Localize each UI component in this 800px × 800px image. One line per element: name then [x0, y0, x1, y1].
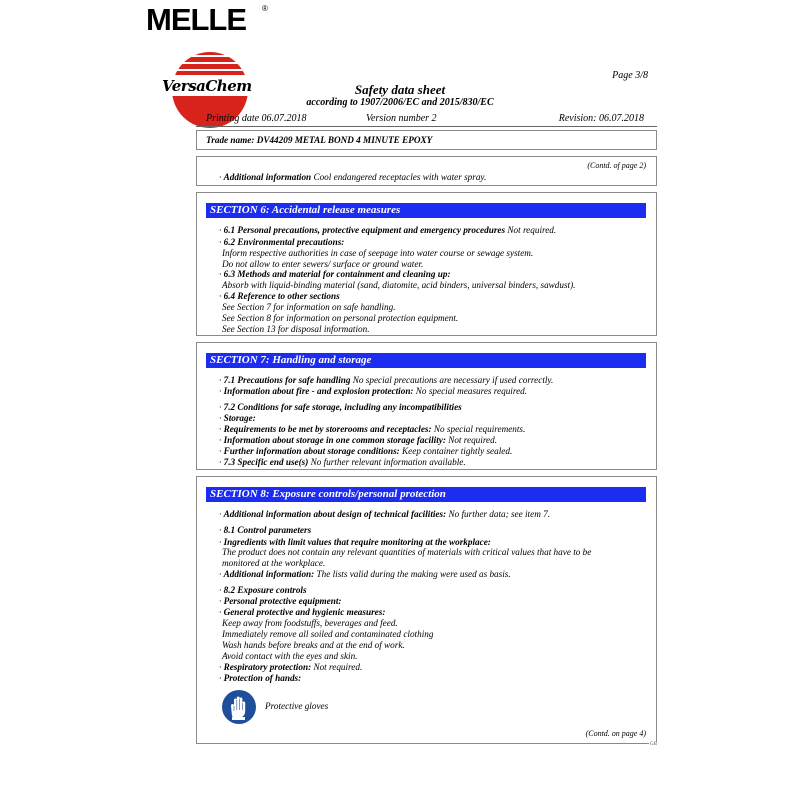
section6-line-text: Absorb with liquid-binding material (sand, diatomite, acid binders, universal binders, sawdust).: [222, 280, 576, 290]
section8-line-text: No further data; see item 7.: [446, 509, 551, 519]
section8-line: · 8.1 Control parameters: [219, 525, 312, 535]
contd-on-page: (Contd. on page 4): [585, 729, 646, 738]
section8-line: [222, 640, 405, 651]
trade-name-value: DV44209 METAL BOND 4 MINUTE EPOXY: [256, 135, 433, 145]
section7-line-label: Information about fire - and explosion protection:: [223, 386, 414, 396]
section-8-title: SECTION 8: Exposure controls/personal protection: [206, 487, 646, 502]
section8-line-label: Protection of hands:: [223, 673, 302, 683]
section8-line-text: Wash hands before breaks and at the end of work.: [222, 640, 405, 650]
section7-line-text: Keep container tightly sealed.: [399, 446, 513, 456]
section8-line-text: The lists valid during the making were used as basis.: [314, 569, 511, 579]
section-8: [196, 476, 657, 747]
section6-line: [222, 248, 533, 259]
section7-line-label: Information about storage in one common storage facility:: [223, 435, 446, 445]
section8-line: · Additional information: The lists valid during the making were used as basis.: [219, 569, 511, 579]
versachem-logo-text: VersaChem: [162, 77, 252, 95]
section-6: [196, 192, 657, 336]
section6-line-text: Do not allow to enter sewers/ surface or ground water.: [222, 259, 424, 269]
header-divider: [196, 126, 657, 127]
section8-line-label: 8.2 Exposure controls: [223, 585, 307, 595]
registered-mark: ®: [262, 4, 268, 13]
section7-line: · 7.3 Specific end use(s) No further relevant information available.: [219, 457, 466, 467]
section8-line-text: Avoid contact with the eyes and skin.: [222, 651, 358, 661]
section8-line-text: Immediately remove all soiled and contaminated clothing: [222, 629, 434, 639]
section6-line: · 6.2 Environmental precautions:: [219, 237, 345, 247]
section7-line-text: No further relevant information available.: [308, 457, 466, 467]
section7-line-text: No special requirements.: [431, 424, 526, 434]
section8-line: [222, 558, 325, 569]
section7-line: · Requirements to be met by storerooms and receptacles: No special requirements.: [219, 424, 526, 434]
section8-line: · Protection of hands:: [219, 673, 302, 683]
melle-logo: [146, 2, 276, 41]
section7-line-label: 7.2 Conditions for safe storage, including any incompatibilities: [223, 402, 462, 412]
contd-from-page: (Contd. of page 2): [587, 161, 646, 170]
section8-line: · Personal protective equipment:: [219, 596, 342, 606]
additional-information-line: · Additional information Cool endangered receptacles with water spray.: [219, 172, 487, 182]
section8-line-label: General protective and hygienic measures:: [223, 607, 386, 617]
section6-line-text: See Section 13 for disposal information.: [222, 324, 370, 334]
section8-line-label: 8.1 Control parameters: [223, 525, 312, 535]
section8-line-text: Not required.: [311, 662, 363, 672]
section8-line: [222, 651, 357, 662]
section7-line-text: No special measures required.: [413, 386, 528, 396]
section6-line: · 6.3 Methods and material for containment and cleaning up:: [219, 269, 451, 279]
section7-line-text: No special precautions are necessary if used correctly.: [350, 375, 554, 385]
section7-line-text: Not required.: [445, 435, 498, 445]
protective-gloves-icon: [221, 689, 257, 725]
section6-line-text: See Section 8 for information on personal protection equipment.: [222, 313, 459, 323]
section6-line-text: See Section 7 for information on safe handling.: [222, 302, 396, 312]
section8-line-label: Additional information:: [223, 569, 315, 579]
document-title: Safety data sheet: [354, 82, 446, 97]
section8-line-text: The product does not contain any relevant quantities of materials with critical values that have to be: [222, 547, 592, 557]
protective-gloves-pictogram: [221, 689, 257, 730]
protective-gloves-label: Protective gloves: [265, 701, 329, 711]
section8-line: · General protective and hygienic measures:: [219, 607, 386, 617]
section8-line-label: Additional information about design of technical facilities:: [223, 509, 447, 519]
section7-line: · Information about storage in one common storage facility: Not required.: [219, 435, 498, 445]
section-7: [196, 342, 657, 470]
continued-box: [196, 156, 657, 186]
section-7-title: SECTION 7: Handling and storage: [206, 353, 646, 368]
document-subtitle: according to 1907/2006/EC and 2015/830/EC: [306, 97, 494, 108]
section8-line-label: Ingredients with limit values that require monitoring at the workplace:: [223, 537, 491, 547]
additional-information-text: Cool endangered receptacles with water spray.: [311, 172, 487, 182]
section7-line-label: Requirements to be met by storerooms and receptacles:: [223, 424, 432, 434]
trade-name: [206, 135, 432, 146]
section8-line: [222, 629, 433, 640]
additional-information-label: Additional information: [223, 172, 312, 182]
section7-line: · 7.1 Precautions for safe handling No special precautions are necessary if used correctly.: [219, 375, 554, 385]
section6-line: · 6.4 Reference to other sections: [219, 291, 340, 301]
section8-line: · Ingredients with limit values that require monitoring at the workplace:: [219, 537, 491, 547]
section6-line: [222, 324, 370, 335]
section6-line-label: 6.1 Personal precautions, protective equipment and emergency procedures: [223, 225, 506, 235]
printing-date: Printing date 06.07.2018: [206, 113, 307, 124]
section7-line-label: 7.3 Specific end use(s): [223, 457, 309, 467]
section7-line-label: 7.1 Precautions for safe handling: [223, 375, 351, 385]
section8-line-text: monitored at the workplace.: [222, 558, 326, 568]
section8-line: [222, 618, 398, 629]
section8-line: · Respiratory protection: Not required.: [219, 662, 363, 672]
section6-line: [222, 280, 575, 291]
section7-line-label: Storage:: [223, 413, 256, 423]
section7-line-label: Further information about storage conditions:: [223, 446, 400, 456]
section7-line: · Storage:: [219, 413, 256, 423]
section6-line: [222, 313, 458, 324]
section6-line-text: Not required.: [505, 225, 557, 235]
section8-line-text: Keep away from foodstuffs, beverages and feed.: [222, 618, 398, 628]
section7-line: · 7.2 Conditions for safe storage, including any incompatibilities: [219, 402, 462, 412]
section8-line-label: Personal protective equipment:: [223, 596, 342, 606]
trade-name-label: Trade name:: [206, 135, 255, 145]
section-6-title: SECTION 6: Accidental release measures: [206, 203, 646, 218]
revision-date: Revision: 06.07.2018: [558, 113, 644, 124]
section8-line: · Additional information about design of technical facilities: No further data; see item 7.: [219, 509, 551, 519]
version-number: Version number 2: [366, 113, 437, 124]
section8-line: · 8.2 Exposure controls: [219, 585, 307, 595]
section7-line: · Further information about storage conditions: Keep container tightly sealed.: [219, 446, 513, 456]
section8-line-label: Respiratory protection:: [223, 662, 312, 672]
footer-code: GB: [650, 742, 657, 747]
section6-line-label: 6.3 Methods and material for containment and cleaning up:: [223, 269, 451, 279]
trade-name-box: [196, 130, 657, 150]
section8-line: [222, 547, 591, 558]
section6-line-label: 6.2 Environmental precautions:: [223, 237, 345, 247]
section6-line-text: Inform respective authorities in case of seepage into water course or sewage system.: [222, 248, 534, 258]
section6-line: [222, 302, 396, 313]
section7-line: · Information about fire - and explosion protection: No special measures required.: [219, 386, 528, 396]
section6-line: · 6.1 Personal precautions, protective equipment and emergency procedures Not required.: [219, 225, 557, 235]
section6-line-label: 6.4 Reference to other sections: [223, 291, 340, 301]
page-number: Page 3/8: [612, 70, 648, 81]
melle-logo-text: MELLE: [146, 2, 247, 36]
